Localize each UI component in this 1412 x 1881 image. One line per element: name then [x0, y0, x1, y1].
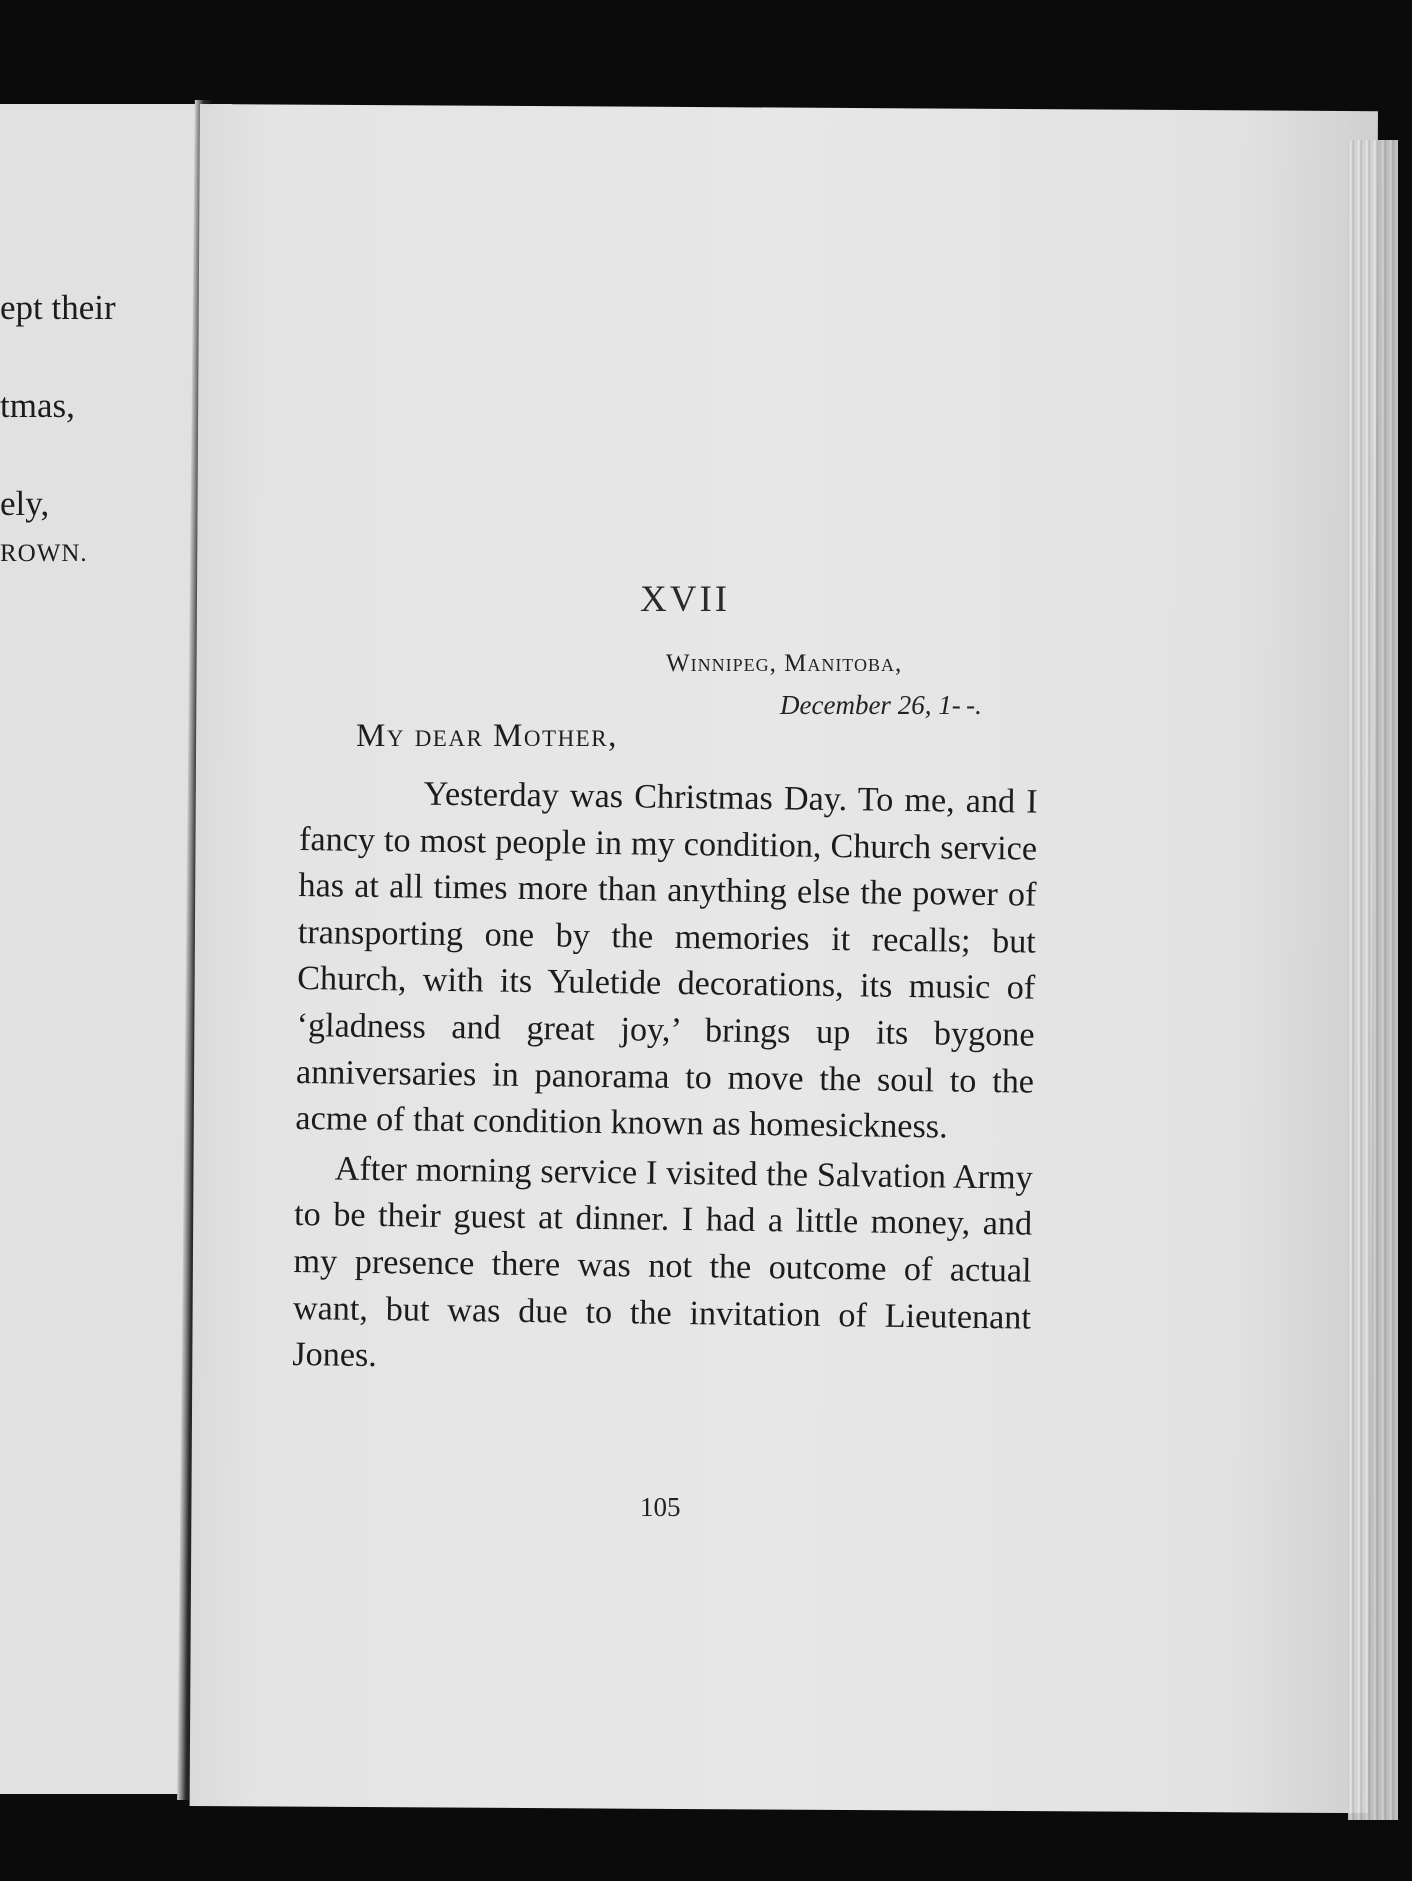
- previous-page-signature: ROWN.: [0, 540, 88, 567]
- previous-page-line: ely,: [0, 484, 50, 523]
- dateline-date: December 26, 1- -.: [780, 690, 982, 720]
- page-edges: [1348, 140, 1398, 1820]
- letter-salutation: My dear Mother,: [356, 718, 618, 754]
- previous-page-line: ept their: [0, 288, 116, 327]
- body-paragraph: Yesterday was Christmas Day. To me, and I fancy to most people in my condition, Church service has at all times more than anything else the power of transporting one by the memories it recalls; but Church, with its Yuletide decorations, its music of ‘gladness and great joy,’ brings up its bygone anniversaries in panorama to move the soul to the acme of that condition known as homesickness.: [295, 775, 1038, 1146]
- letter-body: [292, 770, 1038, 1388]
- dateline-place: Winnipeg, Manitoba,: [666, 650, 903, 677]
- body-paragraph: After morning service I visited the Salvation Army to be their guest at dinner. I had a little money, and my presence there was not the outcome of actual want, but was due to the invitation of Lieutenant Jones.: [292, 1150, 1033, 1375]
- page-number: 105: [640, 1492, 681, 1522]
- previous-page-line: tmas,: [0, 386, 75, 425]
- chapter-number: XVII: [640, 579, 731, 620]
